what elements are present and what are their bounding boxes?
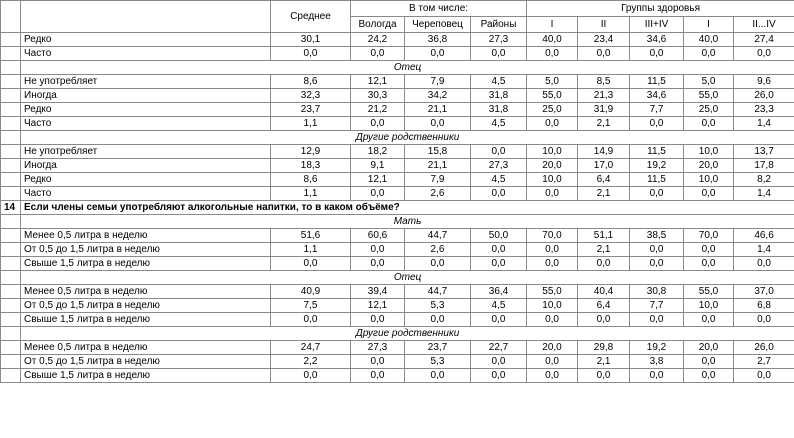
row-number (1, 103, 21, 117)
value-cell: 0,0 (630, 313, 684, 327)
value-cell: 23,7 (405, 341, 471, 355)
value-cell: 19,2 (630, 159, 684, 173)
value-cell: 2,2 (271, 355, 351, 369)
value-cell: 13,7 (734, 145, 794, 159)
value-cell: 0,0 (271, 313, 351, 327)
question-row (1, 201, 794, 215)
value-cell: 2,1 (578, 117, 630, 131)
value-cell: 23,7 (271, 103, 351, 117)
table-row (1, 89, 794, 103)
value-cell: 8,2 (734, 173, 794, 187)
group-row (1, 271, 794, 285)
row-number (1, 131, 21, 145)
row-label: Редко (21, 103, 271, 117)
value-cell: 0,0 (578, 47, 630, 61)
value-cell: 21,1 (405, 159, 471, 173)
row-number (1, 355, 21, 369)
value-cell: 1,4 (734, 187, 794, 201)
value-cell: 10,0 (684, 299, 734, 313)
value-cell: 0,0 (405, 369, 471, 383)
value-cell: 6,8 (734, 299, 794, 313)
value-cell: 30,8 (630, 285, 684, 299)
value-cell: 17,0 (578, 159, 630, 173)
value-cell: 11,5 (630, 173, 684, 187)
value-cell: 7,7 (630, 103, 684, 117)
value-cell: 0,0 (527, 243, 578, 257)
value-cell: 0,0 (527, 47, 578, 61)
value-cell: 0,0 (684, 257, 734, 271)
value-cell: 0,0 (527, 187, 578, 201)
header-groups: Группы здоровья (527, 1, 794, 17)
value-cell: 29,8 (578, 341, 630, 355)
value-cell: 37,0 (734, 285, 794, 299)
value-cell: 12,1 (351, 75, 405, 89)
question-text: Если члены семьи употребляют алкогольные напитки, то в каком объёме? (21, 201, 794, 215)
value-cell: 15,8 (405, 145, 471, 159)
table-row (1, 257, 794, 271)
row-number (1, 369, 21, 383)
row-label: Часто (21, 47, 271, 61)
value-cell: 1,4 (734, 243, 794, 257)
row-number (1, 159, 21, 173)
value-cell: 0,0 (630, 47, 684, 61)
value-cell: 0,0 (684, 355, 734, 369)
value-cell: 0,0 (271, 369, 351, 383)
value-cell: 2,6 (405, 243, 471, 257)
value-cell: 34,2 (405, 89, 471, 103)
value-cell: 20,0 (527, 341, 578, 355)
row-label: Не употребляет (21, 75, 271, 89)
value-cell: 27,3 (471, 159, 527, 173)
table-row (1, 75, 794, 89)
value-cell: 11,5 (630, 145, 684, 159)
value-cell: 0,0 (630, 117, 684, 131)
value-cell: 5,3 (405, 355, 471, 369)
value-cell: 10,0 (684, 145, 734, 159)
value-cell: 40,0 (684, 33, 734, 47)
row-number (1, 243, 21, 257)
row-label: От 0,5 до 1,5 литра в неделю (21, 355, 271, 369)
value-cell: 0,0 (630, 369, 684, 383)
header-sub-cherepovets: Череповец (405, 17, 471, 33)
table-body (1, 33, 794, 383)
value-cell: 0,0 (684, 47, 734, 61)
value-cell: 25,0 (684, 103, 734, 117)
value-cell: 12,9 (271, 145, 351, 159)
value-cell: 0,0 (734, 313, 794, 327)
value-cell: 14,9 (578, 145, 630, 159)
header-mean: Среднее (271, 1, 351, 33)
group-heading: Другие родственники (21, 131, 794, 145)
value-cell: 22,7 (471, 341, 527, 355)
header-sub-vologda: Вологда (351, 17, 405, 33)
table-row (1, 285, 794, 299)
value-cell: 21,3 (578, 89, 630, 103)
value-cell: 46,6 (734, 229, 794, 243)
value-cell: 0,0 (351, 369, 405, 383)
value-cell: 2,7 (734, 355, 794, 369)
value-cell: 26,0 (734, 89, 794, 103)
value-cell: 19,2 (630, 341, 684, 355)
value-cell: 40,9 (271, 285, 351, 299)
value-cell: 70,0 (527, 229, 578, 243)
value-cell: 11,5 (630, 75, 684, 89)
value-cell: 0,0 (405, 313, 471, 327)
value-cell: 38,5 (630, 229, 684, 243)
value-cell: 0,0 (684, 187, 734, 201)
value-cell: 0,0 (734, 369, 794, 383)
value-cell: 0,0 (271, 47, 351, 61)
value-cell: 0,0 (684, 313, 734, 327)
value-cell: 55,0 (527, 89, 578, 103)
value-cell: 0,0 (351, 243, 405, 257)
value-cell: 0,0 (578, 257, 630, 271)
value-cell: 6,4 (578, 173, 630, 187)
row-label: Свыше 1,5 литра в неделю (21, 313, 271, 327)
value-cell: 31,8 (471, 89, 527, 103)
row-number (1, 271, 21, 285)
value-cell: 2,6 (405, 187, 471, 201)
group-heading: Отец (21, 61, 794, 75)
value-cell: 0,0 (527, 313, 578, 327)
value-cell: 12,1 (351, 173, 405, 187)
value-cell: 2,1 (578, 187, 630, 201)
value-cell: 18,2 (351, 145, 405, 159)
table-row (1, 173, 794, 187)
value-cell: 32,3 (271, 89, 351, 103)
table-row (1, 299, 794, 313)
table-row (1, 369, 794, 383)
value-cell: 44,7 (405, 285, 471, 299)
value-cell: 0,0 (471, 313, 527, 327)
header-label-cell (21, 1, 271, 33)
header-incl: В том числе: (351, 1, 527, 17)
value-cell: 4,5 (471, 75, 527, 89)
value-cell: 24,7 (271, 341, 351, 355)
row-number (1, 313, 21, 327)
value-cell: 34,6 (630, 89, 684, 103)
value-cell: 0,0 (471, 243, 527, 257)
value-cell: 0,0 (471, 47, 527, 61)
value-cell: 8,6 (271, 173, 351, 187)
header-sub-group-i-2: I (684, 17, 734, 33)
value-cell: 0,0 (405, 117, 471, 131)
value-cell: 39,4 (351, 285, 405, 299)
value-cell: 0,0 (684, 117, 734, 131)
value-cell: 55,0 (684, 285, 734, 299)
value-cell: 0,0 (351, 313, 405, 327)
value-cell: 10,0 (527, 173, 578, 187)
value-cell: 40,0 (527, 33, 578, 47)
value-cell: 0,0 (351, 257, 405, 271)
group-row (1, 215, 794, 229)
value-cell: 30,3 (351, 89, 405, 103)
value-cell: 9,6 (734, 75, 794, 89)
value-cell: 5,3 (405, 299, 471, 313)
table-row (1, 243, 794, 257)
row-label: Свыше 1,5 литра в неделю (21, 257, 271, 271)
value-cell: 10,0 (684, 173, 734, 187)
row-number (1, 215, 21, 229)
row-label: Не употребляет (21, 145, 271, 159)
value-cell: 20,0 (527, 159, 578, 173)
value-cell: 12,1 (351, 299, 405, 313)
value-cell: 9,1 (351, 159, 405, 173)
value-cell: 7,9 (405, 173, 471, 187)
value-cell: 2,1 (578, 355, 630, 369)
value-cell: 0,0 (527, 369, 578, 383)
header-sub-group-ii-iv: II...IV (734, 17, 794, 33)
row-number (1, 229, 21, 243)
value-cell: 36,8 (405, 33, 471, 47)
value-cell: 0,0 (630, 243, 684, 257)
header-sub-group-iii-iv: III+IV (630, 17, 684, 33)
value-cell: 55,0 (527, 285, 578, 299)
value-cell: 21,2 (351, 103, 405, 117)
value-cell: 27,3 (471, 33, 527, 47)
value-cell: 4,5 (471, 117, 527, 131)
group-heading: Отец (21, 271, 794, 285)
group-heading: Мать (21, 215, 794, 229)
value-cell: 27,4 (734, 33, 794, 47)
header-sub-districts: Районы (471, 17, 527, 33)
row-label: Менее 0,5 литра в неделю (21, 285, 271, 299)
table-row (1, 33, 794, 47)
value-cell: 1,1 (271, 243, 351, 257)
value-cell: 7,5 (271, 299, 351, 313)
value-cell: 0,0 (471, 369, 527, 383)
value-cell: 0,0 (351, 187, 405, 201)
value-cell: 40,4 (578, 285, 630, 299)
value-cell: 0,0 (734, 47, 794, 61)
table-row (1, 187, 794, 201)
row-label: Иногда (21, 159, 271, 173)
value-cell: 10,0 (527, 145, 578, 159)
row-number (1, 257, 21, 271)
header-num-cell (1, 1, 21, 33)
value-cell: 0,0 (471, 187, 527, 201)
group-row (1, 131, 794, 145)
value-cell: 0,0 (471, 355, 527, 369)
row-label: Редко (21, 33, 271, 47)
value-cell: 30,1 (271, 33, 351, 47)
value-cell: 0,0 (630, 257, 684, 271)
value-cell: 7,9 (405, 75, 471, 89)
value-cell: 70,0 (684, 229, 734, 243)
row-number (1, 285, 21, 299)
value-cell: 0,0 (684, 243, 734, 257)
value-cell: 34,6 (630, 33, 684, 47)
row-label: От 0,5 до 1,5 литра в неделю (21, 299, 271, 313)
value-cell: 23,3 (734, 103, 794, 117)
value-cell: 60,6 (351, 229, 405, 243)
value-cell: 2,1 (578, 243, 630, 257)
value-cell: 0,0 (578, 369, 630, 383)
value-cell: 7,7 (630, 299, 684, 313)
value-cell: 21,1 (405, 103, 471, 117)
value-cell: 18,3 (271, 159, 351, 173)
value-cell: 0,0 (578, 313, 630, 327)
table-row (1, 341, 794, 355)
value-cell: 31,8 (471, 103, 527, 117)
group-heading: Другие родственники (21, 327, 794, 341)
table-row (1, 145, 794, 159)
row-label: Свыше 1,5 литра в неделю (21, 369, 271, 383)
row-label: Часто (21, 117, 271, 131)
value-cell: 8,6 (271, 75, 351, 89)
value-cell: 0,0 (630, 187, 684, 201)
row-label: Иногда (21, 89, 271, 103)
value-cell: 1,1 (271, 117, 351, 131)
value-cell: 0,0 (405, 47, 471, 61)
row-number (1, 327, 21, 341)
header-row-top (1, 1, 794, 17)
value-cell: 4,5 (471, 299, 527, 313)
value-cell: 20,0 (684, 341, 734, 355)
row-label: Редко (21, 173, 271, 187)
value-cell: 23,4 (578, 33, 630, 47)
row-number (1, 299, 21, 313)
row-number (1, 89, 21, 103)
row-number (1, 145, 21, 159)
row-label: От 0,5 до 1,5 литра в неделю (21, 243, 271, 257)
row-number (1, 117, 21, 131)
table-row (1, 229, 794, 243)
value-cell: 25,0 (527, 103, 578, 117)
value-cell: 0,0 (527, 257, 578, 271)
table-row (1, 159, 794, 173)
value-cell: 0,0 (351, 355, 405, 369)
table-row (1, 355, 794, 369)
row-number (1, 75, 21, 89)
table-row (1, 313, 794, 327)
value-cell: 10,0 (527, 299, 578, 313)
header-sub-group-ii: II (578, 17, 630, 33)
value-cell: 5,0 (684, 75, 734, 89)
row-number (1, 187, 21, 201)
value-cell: 44,7 (405, 229, 471, 243)
row-label: Менее 0,5 литра в неделю (21, 341, 271, 355)
value-cell: 3,8 (630, 355, 684, 369)
group-row (1, 327, 794, 341)
value-cell: 0,0 (351, 117, 405, 131)
value-cell: 5,0 (527, 75, 578, 89)
group-row (1, 61, 794, 75)
value-cell: 51,1 (578, 229, 630, 243)
question-number: 14 (1, 201, 21, 215)
value-cell: 4,5 (471, 173, 527, 187)
value-cell: 36,4 (471, 285, 527, 299)
value-cell: 31,9 (578, 103, 630, 117)
row-number (1, 341, 21, 355)
value-cell: 0,0 (471, 145, 527, 159)
row-number (1, 173, 21, 187)
value-cell: 1,4 (734, 117, 794, 131)
value-cell: 0,0 (527, 355, 578, 369)
value-cell: 50,0 (471, 229, 527, 243)
row-number (1, 47, 21, 61)
value-cell: 1,1 (271, 187, 351, 201)
value-cell: 8,5 (578, 75, 630, 89)
table-row (1, 103, 794, 117)
value-cell: 20,0 (684, 159, 734, 173)
value-cell: 27,3 (351, 341, 405, 355)
value-cell: 55,0 (684, 89, 734, 103)
value-cell: 51,6 (271, 229, 351, 243)
table-row (1, 117, 794, 131)
value-cell: 0,0 (734, 257, 794, 271)
table-row (1, 47, 794, 61)
value-cell: 6,4 (578, 299, 630, 313)
value-cell: 0,0 (271, 257, 351, 271)
value-cell: 0,0 (527, 117, 578, 131)
value-cell: 17,8 (734, 159, 794, 173)
value-cell: 0,0 (471, 257, 527, 271)
value-cell: 0,0 (405, 257, 471, 271)
row-number (1, 33, 21, 47)
value-cell: 0,0 (351, 47, 405, 61)
row-label: Менее 0,5 литра в неделю (21, 229, 271, 243)
value-cell: 26,0 (734, 341, 794, 355)
header-sub-group-i: I (527, 17, 578, 33)
row-label: Часто (21, 187, 271, 201)
value-cell: 24,2 (351, 33, 405, 47)
value-cell: 0,0 (684, 369, 734, 383)
row-number (1, 61, 21, 75)
